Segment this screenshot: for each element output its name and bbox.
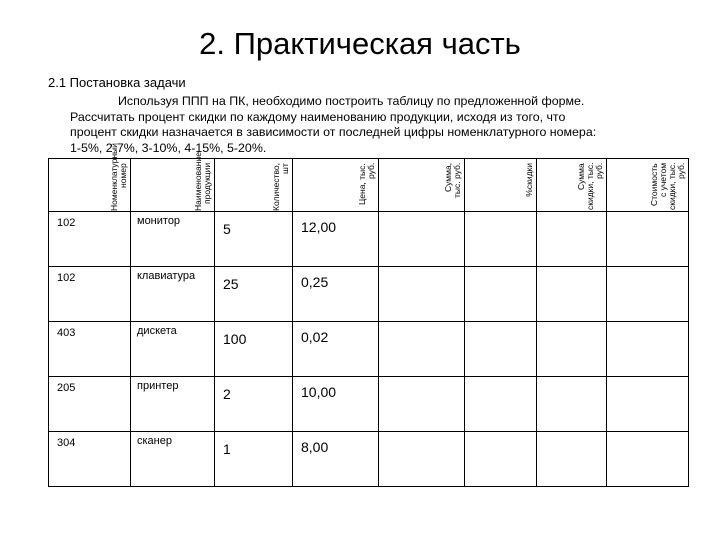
cell-qty xyxy=(215,377,293,432)
price-value: 8,00 xyxy=(301,439,329,455)
cell-total xyxy=(607,432,689,487)
header-cell-qty xyxy=(215,159,293,212)
task-line: процент скидки назначается в зависимости от последней цифры номенклатурного номера: xyxy=(70,125,597,139)
cell-total xyxy=(607,322,689,377)
qty-value: 1 xyxy=(223,441,231,457)
cell-discount-sum xyxy=(537,267,607,322)
name-value: дискета xyxy=(137,325,177,337)
header-label: %скидки xyxy=(524,163,534,197)
qty-value: 2 xyxy=(223,386,231,402)
header-cell-sum xyxy=(379,159,465,212)
page-title: 2. Практическая часть xyxy=(199,26,521,61)
header-cell-total xyxy=(607,159,689,212)
name-value: клавиатура xyxy=(137,270,196,282)
header-cell-name xyxy=(131,152,215,212)
cell-discount-sum xyxy=(537,432,607,487)
cell-total xyxy=(607,212,689,267)
table-row xyxy=(49,212,689,267)
code-value: 403 xyxy=(57,327,76,339)
cell-name xyxy=(131,432,215,487)
cell-sum xyxy=(379,212,465,267)
task-description xyxy=(70,94,670,156)
cell-discount-percent xyxy=(465,267,537,322)
cell-sum xyxy=(379,377,465,432)
cell-code xyxy=(49,212,131,267)
cell-total xyxy=(607,267,689,322)
table-row xyxy=(49,377,689,432)
price-value: 12,00 xyxy=(301,219,337,235)
code-value: 304 xyxy=(57,437,76,449)
cell-price xyxy=(293,322,379,377)
header-label: Сумма, тыс. руб. xyxy=(443,163,462,199)
qty-value: 25 xyxy=(223,276,239,292)
table-row xyxy=(49,322,689,377)
code-value: 102 xyxy=(57,217,76,229)
cell-discount-percent xyxy=(465,377,537,432)
header-label: Стоимость с учетом скидки, тыс. руб. xyxy=(649,163,686,211)
cell-sum xyxy=(379,432,465,487)
header-label: Номенклатурный номер xyxy=(109,143,128,211)
cell-sum xyxy=(379,267,465,322)
cell-discount-sum xyxy=(537,322,607,377)
cell-discount-sum xyxy=(537,377,607,432)
cell-discount-percent xyxy=(465,212,537,267)
task-line: 1-5%, 2-7%, 3-10%, 4-15%, 5-20%. xyxy=(70,140,267,155)
cell-code xyxy=(49,322,131,377)
cell-code xyxy=(49,377,131,432)
task-line: Используя ППП на ПК, необходимо построить таблицу по предложенной форме. xyxy=(118,94,585,108)
code-value: 205 xyxy=(57,382,76,394)
code-value: 102 xyxy=(57,272,76,284)
cell-sum xyxy=(379,322,465,377)
cell-discount-percent xyxy=(465,432,537,487)
cell-qty xyxy=(215,322,293,377)
qty-value: 100 xyxy=(223,331,247,347)
header-cell-code xyxy=(49,143,131,212)
table-row xyxy=(49,432,689,487)
cell-name xyxy=(131,212,215,267)
cell-discount-percent xyxy=(465,322,537,377)
cell-total xyxy=(607,377,689,432)
section-heading: 2.1 Постановка задачи xyxy=(48,75,186,90)
header-cell-discount-percent xyxy=(465,159,537,212)
cell-price xyxy=(293,377,379,432)
name-value: сканер xyxy=(137,435,172,447)
header-label: Наименование продукции xyxy=(193,152,212,211)
table-row xyxy=(49,267,689,322)
header-label: Цена, тыс. руб. xyxy=(357,163,376,205)
cell-qty xyxy=(215,432,293,487)
price-value: 10,00 xyxy=(301,384,337,400)
cell-price xyxy=(293,212,379,267)
header-label: Сумма скидки, тыс. руб. xyxy=(576,163,604,211)
cell-price xyxy=(293,432,379,487)
price-value: 0,25 xyxy=(301,274,329,290)
name-value: монитор xyxy=(137,215,181,227)
price-value: 0,02 xyxy=(301,329,329,345)
cell-qty xyxy=(215,212,293,267)
header-cell-price xyxy=(293,159,379,212)
cell-code xyxy=(49,432,131,487)
qty-value: 5 xyxy=(223,221,231,237)
header-cell-discount-sum xyxy=(537,159,607,212)
table-header-row xyxy=(49,159,689,212)
cell-qty xyxy=(215,267,293,322)
cell-name xyxy=(131,377,215,432)
cell-discount-sum xyxy=(537,212,607,267)
header-label: Количество, шт xyxy=(271,162,290,211)
task-line: Рассчитать процент скидки по каждому наименованию продукции, исходя из того, что xyxy=(70,109,566,124)
cell-price xyxy=(293,267,379,322)
name-value: принтер xyxy=(137,380,179,392)
cell-name xyxy=(131,322,215,377)
cell-name xyxy=(131,267,215,322)
cell-code xyxy=(49,267,131,322)
